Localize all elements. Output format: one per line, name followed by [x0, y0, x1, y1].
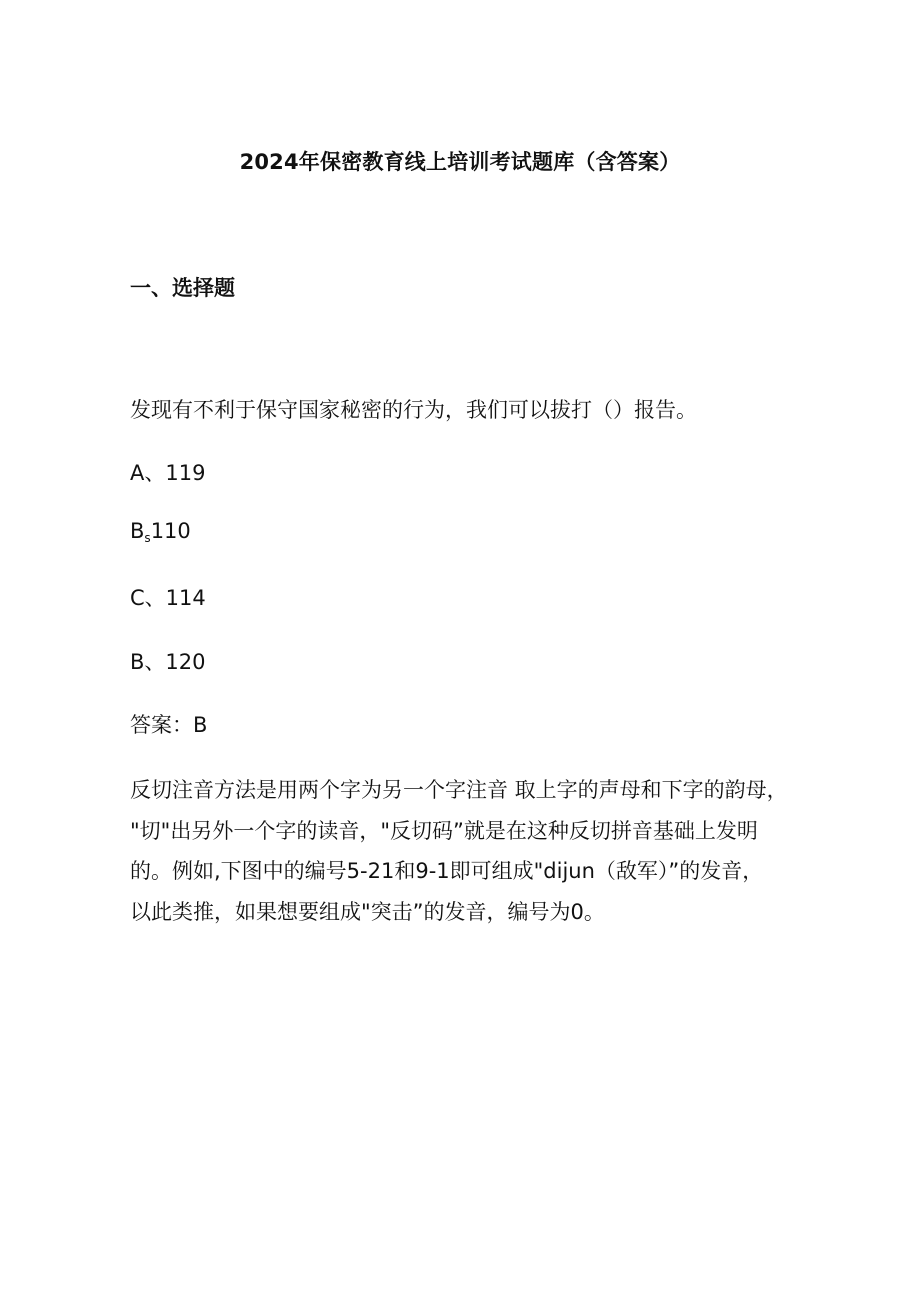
option-a-value: 119	[165, 461, 206, 485]
option-b	[130, 519, 191, 545]
question-text: 发现有不利于保守国家秘密的行为，我们可以拔打（）报告。	[130, 398, 697, 422]
paragraph-line: "切"出另外一个字的读音，"反切码”就是在这种反切拼音基础上发明	[130, 818, 758, 843]
paragraph-line: 以此类推，如果想要组成"突击”的发音，编号为0。	[130, 899, 605, 924]
option-c-prefix: C、	[130, 586, 166, 610]
paragraph-line: 的。例如,下图中的编号5-21和9-1即可组成"dijun（敌军）”的发音，	[130, 859, 764, 883]
option-c	[130, 582, 206, 612]
option-a-prefix: A、	[130, 461, 166, 485]
option-d-prefix: B、	[130, 650, 166, 674]
answer-text: 答案：B	[130, 713, 208, 737]
option-d-value: 120	[165, 650, 206, 674]
body-paragraph	[130, 770, 820, 932]
option-b-subscript: s	[144, 531, 151, 545]
option-c-value: 114	[165, 586, 206, 610]
option-d	[130, 646, 206, 676]
option-b-value: 110	[150, 519, 191, 543]
section-heading: 一、选择题	[130, 276, 235, 300]
document-title: 2024年保密教育线上培训考试题库（含答案）	[239, 150, 681, 174]
paragraph-line: 反切注音方法是用两个字为另一个字注音 取上字的声母和下字的韵母，	[130, 778, 788, 802]
option-a	[130, 457, 205, 487]
option-b-prefix: B	[130, 519, 145, 543]
